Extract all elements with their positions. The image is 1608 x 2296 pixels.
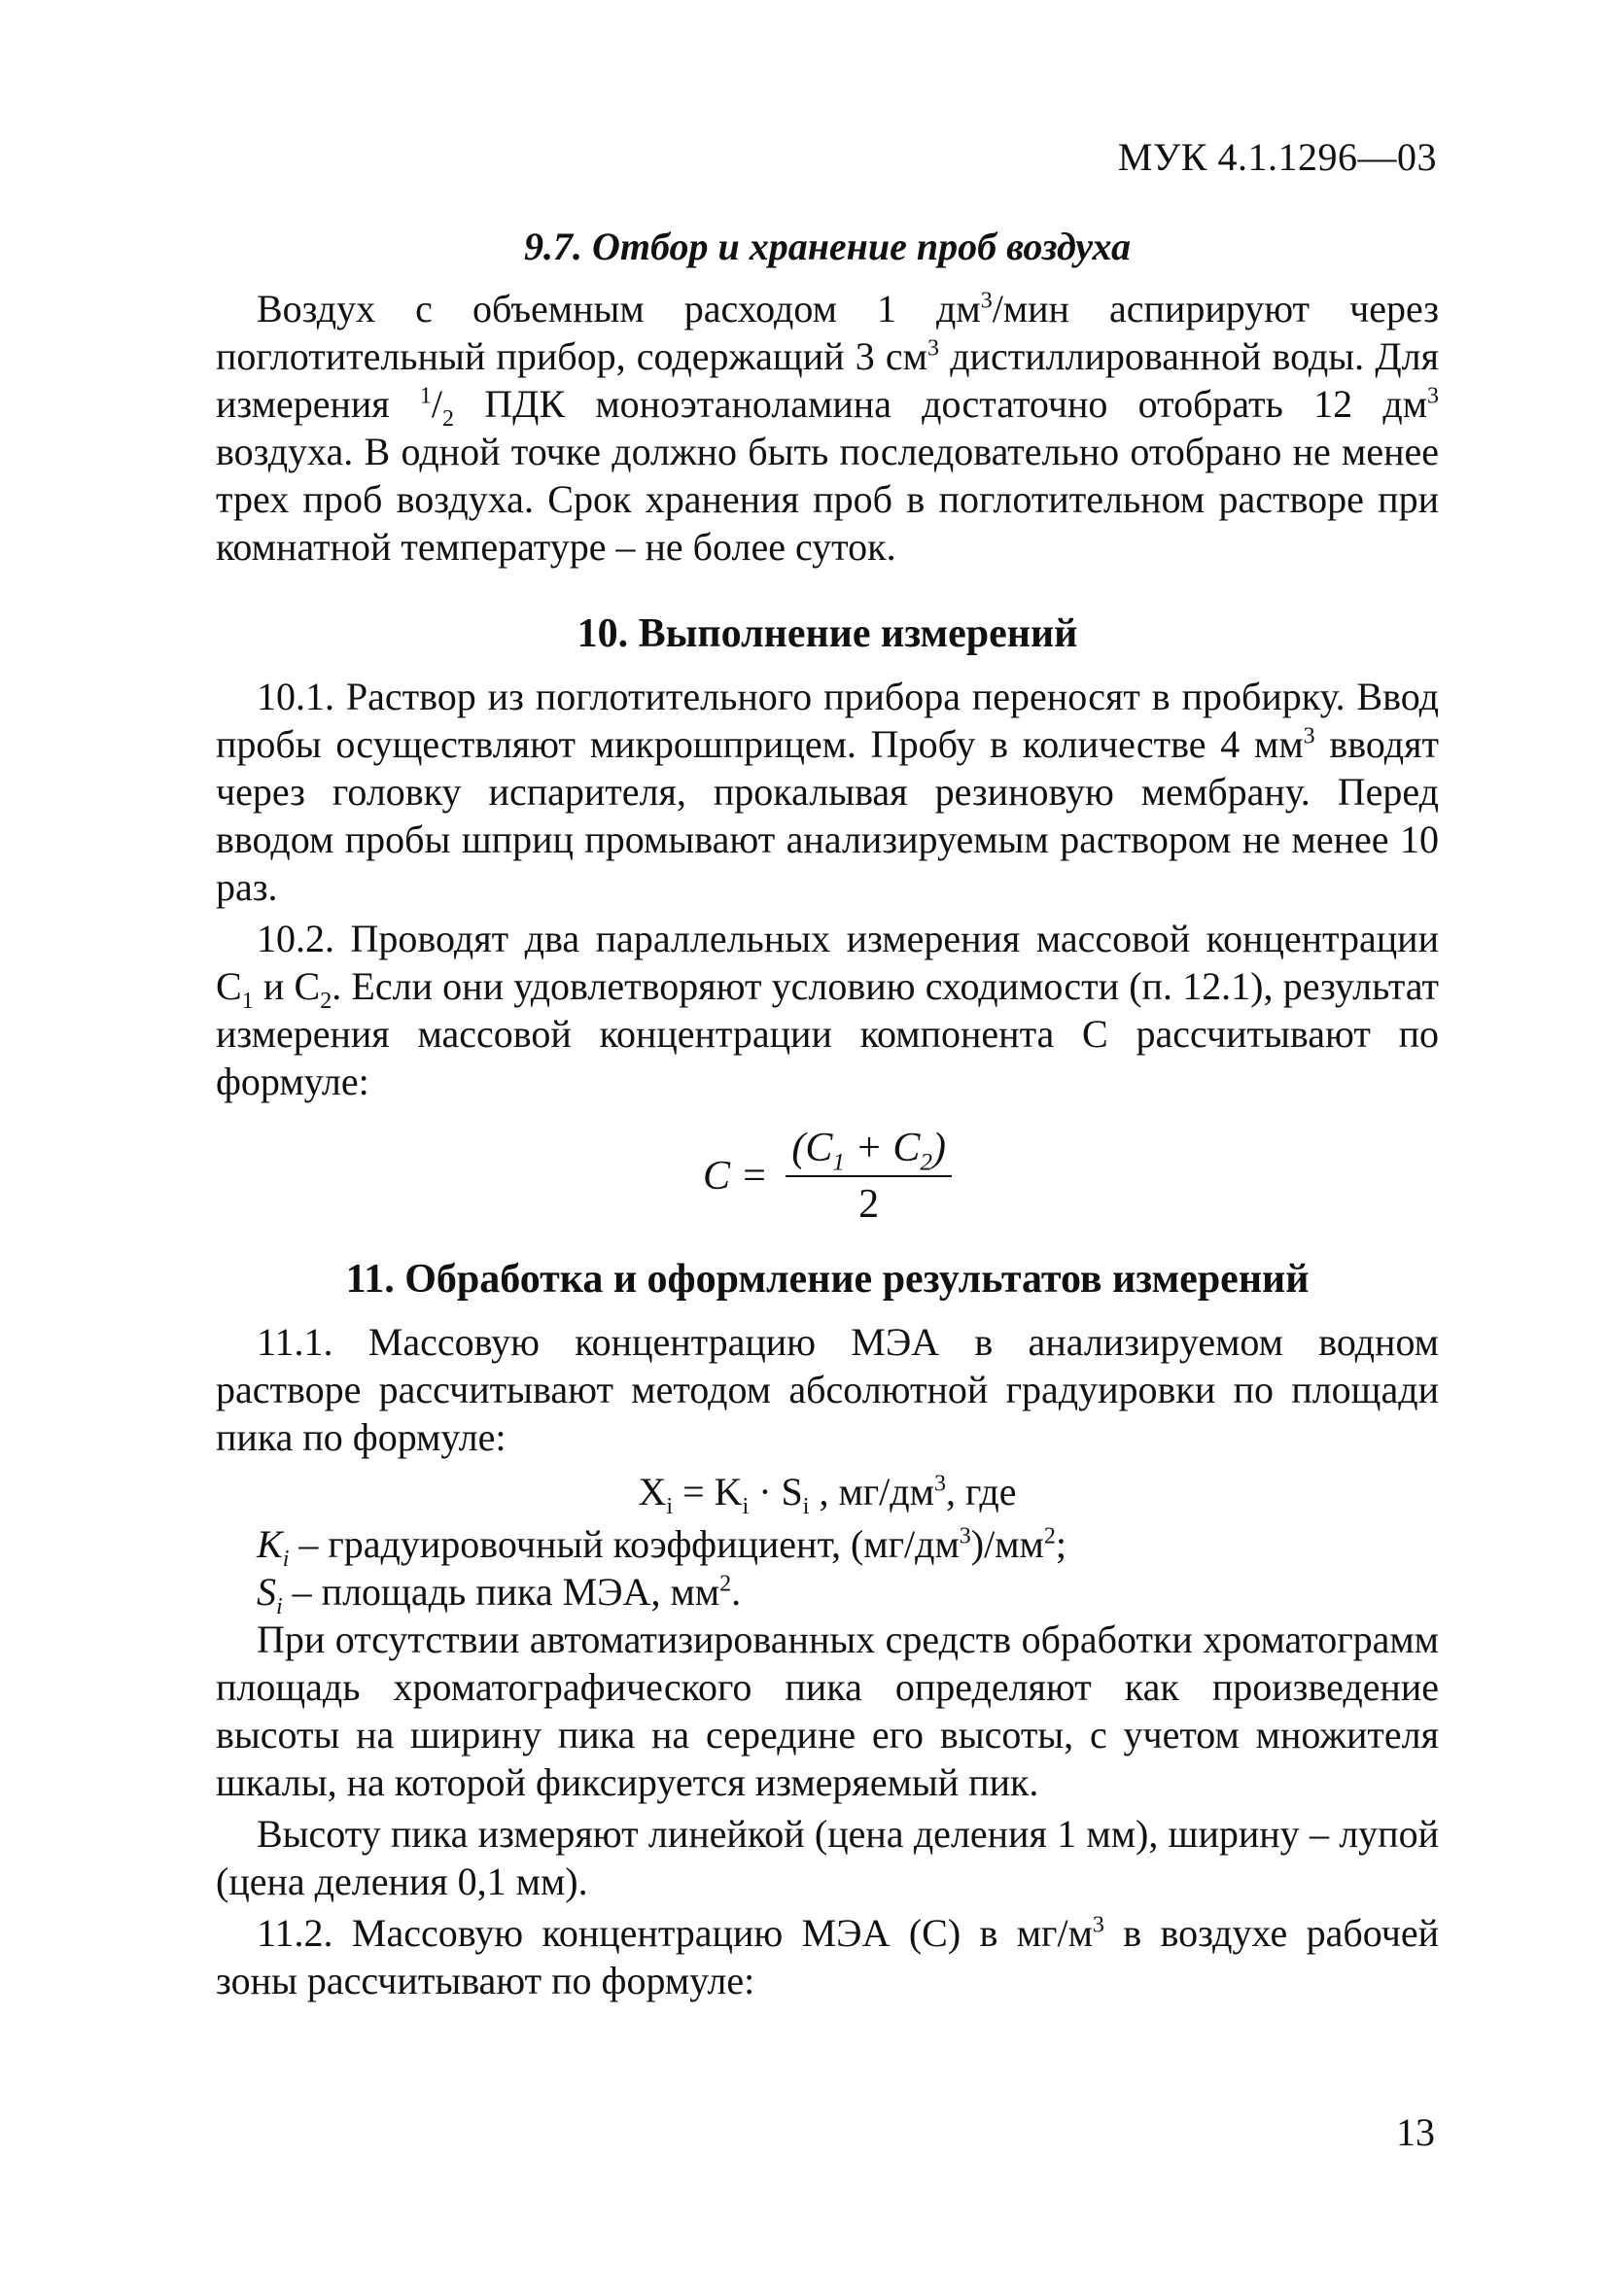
text-run: и C	[253, 964, 321, 1008]
text-run: 10.1. Раствор из поглотительного прибора переносят в пробирку. Ввод пробы осуществляют микрошприцем. Пробу в количестве 4 мм	[216, 675, 1439, 766]
superscript: 3	[1303, 723, 1315, 749]
section-10	[216, 610, 1439, 1228]
section-11-paragraph-3: Высоту пика измеряют линейкой (цена деления 1 мм), ширину – лупой (цена деления 0,1 мм).	[216, 1812, 1439, 1903]
text-run: воздуха. В одной точке должно быть последовательно отобрано не менее трех проб воздуха. Срок хранения проб в поглотительном растворе при комнатной температуре – не более суток.	[216, 430, 1439, 569]
text-run: /мин аспирируют через поглотительный прибор, содержащий 3 см	[216, 287, 1439, 378]
formula-denominator: 2	[858, 1182, 880, 1227]
text-run: 10.2. Проводят два параллельных измерения массовой концентрации C	[216, 917, 1439, 1008]
subscript: 1	[241, 989, 254, 1014]
text-run: Воздух с объемным расходом 1 дм	[257, 287, 981, 330]
symbol-s: $S_i$	[257, 1570, 283, 1619]
symbol-k: $K_i$	[257, 1522, 290, 1572]
superscript: 3	[980, 288, 993, 314]
formula-lhs: C =	[703, 1154, 768, 1199]
text-run: ПДК моноэтаноламина достаточно отобрать 12 дм	[454, 382, 1428, 426]
section-10-2-paragraph	[216, 915, 1439, 1105]
definition-s: $S_i$ – площадь пика МЭА, $мм^2$.	[257, 1570, 742, 1619]
fraction-numerator: 1	[419, 383, 432, 409]
text-run: вводят через головку испарителя, прокалывая резиновую мембрану. Перед вводом пробы шприц промывают анализируемым раствором не менее 10 раз.	[216, 722, 1439, 909]
document-code: МУК 4.1.1296—03	[1117, 135, 1437, 179]
text-run: в воздухе рабочей зоны рассчитывают по формуле:	[216, 1911, 1439, 2002]
formula-fraction	[786, 1125, 952, 1228]
superscript: 3	[1427, 383, 1440, 409]
text-run: 11.2. Массовую концентрацию МЭА (С) в мг/м	[257, 1911, 1093, 1955]
section-9-7	[216, 224, 1439, 571]
section-11-2-paragraph	[216, 1909, 1439, 2004]
section-9-7-paragraph: Воздух с объемным расходом 1 $дм^3$/мин аспирируют через поглотительный прибор, содержащий 3 $см^3$ дистиллированной воды. Для измерения $^1/_2$ ПДК моноэтаноламина достаточно отобрать 12 $дм^3$ воздуха. В одной точке должно быть последовательно отобрано не менее трех проб воздуха. Срок хранения проб в поглотительном растворе при комнатной температуре – не более суток.	[216, 287, 1440, 569]
section-11-1-paragraph: 11.1. Массовую концентрацию МЭА в анализируемом водном растворе рассчитывают методом абсолютной градуировки по площади пика по формуле:	[216, 1320, 1439, 1459]
page-number: 13	[1396, 2110, 1435, 2154]
section-9-7-title: 9.7. Отбор и хранение проб воздуха	[524, 225, 1131, 268]
section-10-title: 10. Выполнение измерений	[577, 611, 1078, 656]
section-10-1-paragraph	[216, 673, 1439, 911]
fraction-denominator: 2	[442, 406, 455, 432]
definition-k: $K_i$ – градуировочный коэффициент, $(мг/дм^3)/мм^2$;	[257, 1522, 1066, 1572]
text-run: . Если они удовлетворяют условию сходимости (п. 12.1), результат измерения массовой концентрации компонента С рассчитывают по формуле:	[216, 964, 1439, 1103]
section-11	[216, 1256, 1439, 2004]
subscript: 2	[320, 989, 332, 1014]
text-run: дистиллированной воды. Для измерения	[216, 334, 1440, 426]
formula-numerator: $(C_1 + C_2)$	[786, 1125, 952, 1177]
formula-mean	[216, 1125, 1439, 1228]
section-11-paragraph-2: При отсутствии автоматизированных средств обработки хроматограмм площадь хроматографического пика определяют как произведение высоты на ширину пика на середине его высоты, с учетом множителя шкалы, на которой фиксируется измеряемый пик.	[216, 1618, 1439, 1804]
superscript: 3	[1092, 1912, 1104, 1938]
section-11-title: 11. Обработка и оформление результатов измерений	[345, 1257, 1310, 1302]
formula-xi: $X_i = K_i \cdot S_i$ , $мг/дм^3$, где	[638, 1470, 1017, 1519]
superscript: 3	[927, 335, 939, 362]
